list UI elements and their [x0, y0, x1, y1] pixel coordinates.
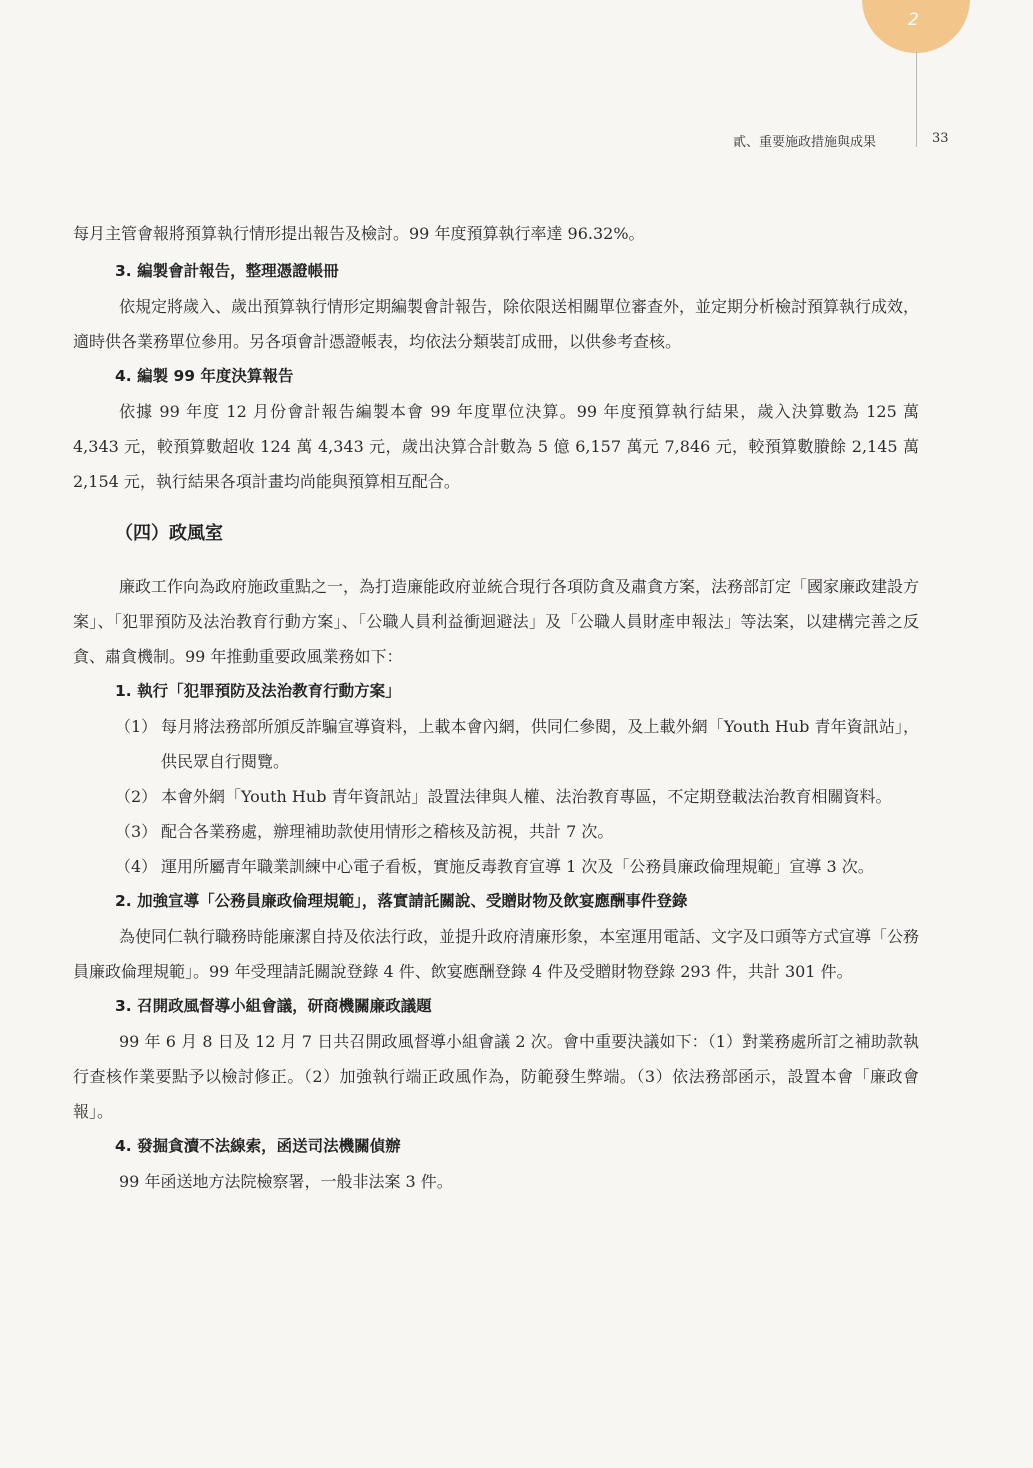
list-item	[73, 779, 919, 814]
list-number: （1）	[115, 717, 158, 736]
section-intro: 廉政工作向為政府施政重點之一，為打造廉能政府並統合現行各項防貪及肅貪方案，法務部訂定「國家廉政建設方案」、「犯罪預防及法治教育行動方案」、「公職人員利益衝迴避法」及「公職人員財產申報法」等法案，以建構完善之反貪、肅貪機制。99 年推動重要政風業務如下：	[73, 577, 920, 666]
body-paragraph: 依規定將歲入、歲出預算執行情形定期編製會計報告，除依限送相關單位審查外，並定期分析檢討預算執行成效，適時供各業務單位參用。另各項會計憑證帳表，均依法分類裝訂成冊，以供參考查核。	[73, 297, 920, 351]
item-heading: 3. 召開政風督導小組會議，研商機關廉政議題	[115, 997, 432, 1015]
page-body	[73, 216, 919, 1199]
item-heading: 3. 編製會計報告，整理憑證帳冊	[115, 262, 339, 280]
list-number: （3）	[115, 822, 158, 841]
item-heading: 4. 編製 99 年度決算報告	[115, 367, 294, 385]
list-text: 配合各業務處，辦理補助款使用情形之稽核及訪視，共計 7 次。	[161, 822, 614, 841]
list-number: （2）	[115, 787, 158, 806]
running-header: 貳、重要施政措施與成果	[733, 135, 877, 150]
list-text: 本會外網「Youth Hub 青年資訊站」設置法律與人權、法治教育專區，不定期登載法治教育相關資料。	[161, 787, 892, 806]
list-item	[73, 814, 919, 849]
body-paragraph: 99 年函送地方法院檢察署，一般非法案 3 件。	[119, 1172, 453, 1191]
list-item	[73, 849, 919, 884]
intro-paragraph: 每月主管會報將預算執行情形提出報告及檢討。99 年度預算執行率達 96.32%。	[73, 224, 645, 243]
list-item	[73, 709, 919, 779]
chapter-number: 2	[908, 10, 919, 30]
page-number: 33	[932, 131, 949, 146]
list-text: 運用所屬青年職業訓練中心電子看板，實施反毒教育宣導 1 次及「公務員廉政倫理規範」宣導 3 次。	[161, 857, 874, 876]
body-paragraph: 為使同仁執行職務時能廉潔自持及依法行政，並提升政府清廉形象，本室運用電話、文字及口頭等方式宣導「公務員廉政倫理規範」。99 年受理請託關說登錄 4 件、飲宴應酬登錄 4 件及受贈財物登錄 293 件，共計 301 件。	[73, 927, 920, 981]
item-heading: 1. 執行「犯罪預防及法治教育行動方案」	[115, 682, 401, 700]
item-heading: 2. 加強宣導「公務員廉政倫理規範」，落實請託關說、受贈財物及飲宴應酬事件登錄	[115, 892, 688, 910]
header-divider	[916, 52, 917, 147]
list-number: （4）	[115, 857, 158, 876]
section-heading: （四）政風室	[115, 523, 223, 544]
item-heading: 4. 發掘貪瀆不法線索，函送司法機關偵辦	[115, 1137, 401, 1155]
list-text: 每月將法務部所頒反詐騙宣導資料，上載本會內網，供同仁參閱，及上載外網「Youth Hub 青年資訊站」，供民眾自行閱覽。	[161, 717, 919, 771]
body-paragraph: 99 年 6 月 8 日及 12 月 7 日共召開政風督導小組會議 2 次。會中重要決議如下：（1）對業務處所訂之補助款執行查核作業要點予以檢討修正。（2）加強執行端正政風作為，防範發生弊端。（3）依法務部函示，設置本會「廉政會報」。	[73, 1032, 919, 1121]
body-paragraph: 依據 99 年度 12 月份會計報告編製本會 99 年度單位決算。99 年度預算執行結果，歲入決算數為 125 萬 4,343 元，較預算數超收 124 萬 4,343 元，歲出決算合計數為 5 億 6,157 萬元 7,846 元，較預算數賸餘 2,145 萬 2,154 元，執行結果各項計畫均尚能與預算相互配合。	[73, 402, 919, 491]
